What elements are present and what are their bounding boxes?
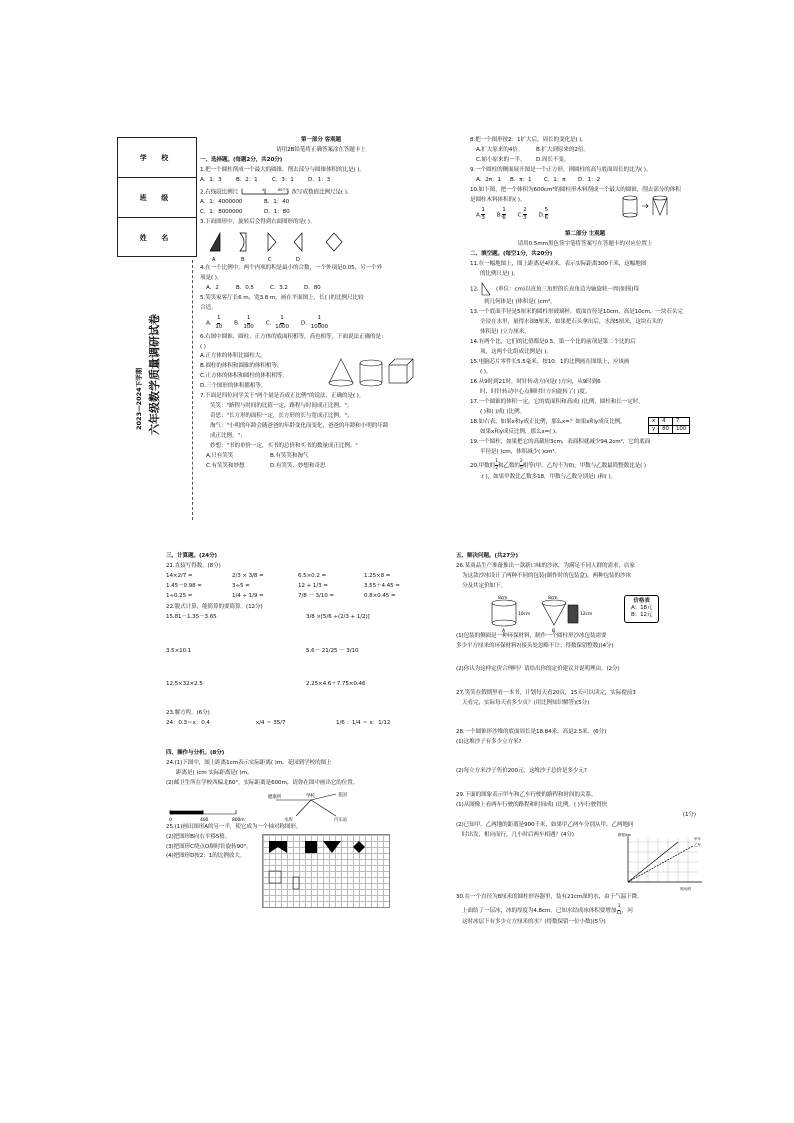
part1-right-block [470,137,700,484]
vertical-title [110,260,190,440]
q13-text-3[interactable]: 体积是( )立方厘米。 [480,329,530,336]
q2-scale-0: 0 [240,187,243,192]
q9-text: 9.一个圆柱的侧面展开图是一个正方形，则圆柱的高与底面周长的比为( )。 [470,166,652,173]
q6-option-a[interactable]: A.正方体的体积比圆柱大。 [200,353,266,360]
svg-text:800m: 800m [232,817,245,823]
q25-grid[interactable] [262,834,390,908]
q5-text: 5.笑笑家客厅长6 m，宽3.8 m，画在平面图上，长( )的比例尺比较 [200,295,364,302]
q19-text: 19.一个圆柱，如果把它的高截短3cm，表面积就减少94.2cm²，它的底面 [470,438,651,445]
price-b: B：12元 [631,612,653,619]
q15-text-2[interactable]: ( )。 [480,369,492,376]
q16-text: 16.从9时到21时，时针转动方向是( )方向，从9时到6 [470,379,601,385]
q29-graph [618,832,708,894]
q28-b-text: (2)每立方米沙子售价200元，这堆沙子总价是多少元? [456,768,587,775]
q4-options[interactable]: A．2 B．0.5 C．3.2 D．80 [206,285,321,292]
q7-line: 妙想："书的单价一定，买书的总价和买书的数量成正比例。" [210,443,358,450]
q10-text: 10.如下图，把一个体积为600cm³的圆柱形木料削成一个最大的圆锥，削去部分的体积 [470,186,681,193]
q25-area [166,824,426,904]
q9-options[interactable]: A．2π：1 B．π：1 C．1：π D．1：2 [476,176,601,183]
exam-year: 2023—2024下学期 [135,367,143,430]
q7-line: 奇思："长方形的面积一定，长方形的长与宽成正比例。"； [210,413,353,420]
q20-text: 20.甲数的 $\frac{1}{2}$ 和乙数的 $\frac{2}{5}$ 相等(甲、乙均不为0)，甲数与乙数最简整数比是( ) [470,458,646,471]
fill-heading: 二、填空题。(每空1分，共20分) [470,250,553,257]
student-info-box [117,137,197,257]
q30-text-2: 上面结了一层冰，冰的厚度为4.8cm，已知水结成冰体积要增加 $\frac{1}{11}$ ，问 [462,903,633,916]
q6-text: 6.右图中圆锥、圆柱、正方体的底面积相等，高也相等，下面说法正确的是： [200,333,387,340]
svg-text:B: B [241,257,245,264]
q26-text-3: 分及其定价如下。 [462,582,506,589]
q1-options[interactable]: A．1：3 B．2：1 C．3：1 D．1：3 [200,176,331,183]
q3-figures [200,229,442,265]
svg-text:8cm: 8cm [548,595,558,601]
svg-text:汽车站: 汽车站 [334,817,348,823]
q2-options-2[interactable]: C．1：8000000 D．1：80 [200,209,290,216]
q30-text: 30.在一个直径为8厘米的圆柱形容器里，装有21cm深的水，由于气温下降， [456,893,643,900]
q18-text-2[interactable]: 如果x和y成反比例，那么x=( )。 [480,428,561,435]
q8-text: 8.把一个图形按2：1扩大后，周长的变化是( )。 [470,137,587,143]
svg-text:水库: 水库 [284,817,293,823]
q24-map [166,790,426,824]
q29-b-text: (2)已知甲、乙两地的距离是900千米，如果甲乙两车分别从甲、乙两地同 [456,821,634,828]
q24-text: 24.(1)下图中，图上距离1cm表示实际距离( )m。花园到学校的图上 [166,759,332,766]
part1-header: 第一部分 客观题 [300,137,342,143]
part3-block [166,553,426,904]
solve-heading: 五、解决问题。(共27分) [456,553,518,559]
q23-row[interactable]: 24：0.3＝x：0.4 x/4 ＝ 35/7 1/6 ：1/4 ＝ x：1/12 [166,720,391,727]
q25-text: 25.(1)画出图形A的另一半，使它成为一个轴对称图形。 [166,823,302,830]
binding-line [192,260,193,520]
class-field[interactable]: 班 级 [118,178,196,218]
q30-text-3: 这时冰层下有多少立方厘米的水？(得数保留一位小数)(5分) [462,919,606,926]
price-title: 价格表 [633,597,650,604]
q24-text-2[interactable]: 距离是( )cm 实际距离是( )m。 [176,769,253,776]
svg-text:甲车: 甲车 [694,836,701,841]
svg-text:C: C [268,257,272,264]
q18-area [470,419,700,436]
q24-map-svg [166,790,416,824]
q12-text-2[interactable]: 到几何体是( )体积是( )cm³。 [484,299,556,306]
q6-option-c[interactable]: C.正方体的体积和圆柱的体积相等。 [200,373,288,380]
q7-text: 7.下面是四位同学关于"两个量是否成正比例"的说法，正确的是( )。 [200,393,365,400]
svg-text:路程/km: 路程/km [618,832,632,837]
svg-text:学校: 学校 [306,793,315,799]
q16-text-2[interactable]: 时，时针转动中心点顺时针方向旋转了( )度。 [480,388,591,395]
q11-text: 11.在一幅地图上，图上距离是4厘米，表示实际距离300千米，这幅地图 [470,260,647,267]
svg-text:乙车: 乙车 [694,842,701,847]
svg-text:A: A [502,628,505,633]
part2-header: 第二部分 主观题 [564,230,606,237]
price-card [624,595,659,623]
name-field[interactable]: 姓 名 [139,233,175,242]
q29-area [456,802,706,894]
q14-text-2[interactable]: 项，这两个比组成比例是( )。 [480,349,552,356]
q6-area [200,353,442,393]
q7-line: 成正比例。"； [210,433,246,440]
svg-text:0: 0 [169,817,172,823]
svg-text:D: D [296,257,300,264]
exam-title: 六年级数学质量调研试卷 [148,314,161,435]
q25-text-4: (4)把图形D按2：1的比例放大。 [166,853,246,860]
q18-text: 18.如右表，如果x和y成正比例，那么x=？如果x和y成反比例， [470,418,626,425]
svg-text:12cm: 12cm [580,611,593,617]
q2-text: 2.右线段比例尺 0 40 80千米 改写成数值比例尺是( )。 [200,187,353,196]
q2-scale-40: 40 [261,187,267,192]
q25-text-3: (3)把图形C绕点O顺时针旋转90°。 [166,843,252,850]
q27-text-2: 天看完，实际每天看多少页？(用比例知识解答)(5分) [462,699,590,706]
part2-note: 请用0.5mm黑色签字笔将答案写在答题卡的对应位置上 [517,240,653,247]
q12-text: 12. (单位：cm)以直角三角形的长直角边为轴旋转一周(如图)得 [470,281,700,297]
q26-containers [484,593,614,633]
q7-options-2[interactable]: C.有笑笑和妙想 D.有笑笑、妙想和奇思 [206,463,326,470]
q22-text: 22.脱式计算，能简算的要简算。(12分) [166,604,263,611]
q5-text-2: 合适。 [200,305,217,312]
q4-text: 4.在一个比例中，两个内项的积是最小的合数，一个外项是0.05，另一个外 [200,265,383,272]
q28-text: 28.一个圆锥形沙堆的底面周长是18.84米，高是2.5米。(6分) [456,728,607,735]
q6-text-2: ( ) [200,343,206,350]
q7-line: 笑笑："路程与时间的比值一定，路程与时间成正比例。"； [210,403,353,410]
q21-text: 21.直接写得数。(8分) [166,562,221,569]
q6-option-d[interactable]: D.三个图形的体积都相等。 [200,383,267,390]
q10-area: 是圆柱木料体积的( )。 A. $\frac{1}{3}$ B. $\frac{1}{6}$ C. $\frac{2}{3}$ D. $\frac{5}{6}$ [470,197,700,227]
q23-text: 23.解方程。(6分) [166,710,210,717]
calc-heading: 三、计算题。(24分) [166,553,217,559]
q13-text-2: 全浸在水里，量得水深8厘米，如果把石头拿出后，水深5厘米，这块石头的 [480,319,663,326]
q14-text: 14.有两个比，它们的比值都是0.5，第一个比的前项是第二个比的后 [470,339,636,346]
q26-1-text: (1)包装的侧面是一种环保材料，制作一个圆柱形沙冰包装需要 [456,632,607,639]
q17-text: 17.一个圆锥的体积一定，它的底面积和高成( )比例，圆柱和长一定时， [470,398,644,405]
q2-scale-bar [240,187,290,197]
q29-a-text[interactable]: (1)从图像上看两车行驶的路程和时间成( )比例。( )车行驶得快 [456,801,608,808]
svg-text:A: A [212,257,216,264]
q22-row[interactable]: 3.5×10.1 5.6－ 21/25 － 3/10 [166,647,359,654]
operate-heading: 四、操作与分析。(8分) [166,749,225,756]
q20-text-2[interactable]: :( )，如果甲数比乙数多18，甲数与乙数分别是( )和( )。 [480,474,617,481]
part5-block [456,553,706,929]
q26-2-text: (2)你认为这样定价合理吗？请给出你的定价建议并说明理由。(2分) [456,666,620,673]
q26-1-text-2: 多少平方厘米的环保材料?(接头处忽略不计；得数保留整数)(4分) [456,642,614,649]
part1-block [200,137,442,473]
q7-options-1[interactable]: A.只有笑笑 B.有笑笑和淘气 [206,453,309,460]
svg-text:时间/时: 时间/时 [680,886,692,891]
q1-text: 1.把一个圆柱削成一个最大的圆锥，削去部分与圆锥体积的比是( )。 [200,166,365,173]
q27-text: 27.笑笑在假期里看一本书，计划每天看20页，15天可以读完，实际提前3 [456,689,636,696]
part1-note: 请用2B铅笔将正确答案涂在答题卡上 [276,146,366,153]
svg-text:B: B [552,628,555,633]
q21-row[interactable]: 1÷0.25 = 1/4 ÷ 1/9 = 7/8 － 3/10 = 0.8×0.45 = [166,592,396,599]
q21-row[interactable]: 1.45－0.98 = 3÷5 = 12 + 1/3 = 3.55＋4.45 = [166,582,400,589]
q7-line: 淘气："小明的年龄会随爸爸的年龄变化而变化，爸爸的年龄和小明的年龄 [210,423,389,430]
q2-scale-80: 80千米 [277,187,289,192]
q22-row[interactable]: 15.81－1.35－3.65 3/8 ×[5/6 ÷(2/3 + 1/2)] [166,614,370,621]
svg-text:花园: 花园 [338,792,347,798]
q26-text-2: 为这款沙冰设计了两种不同的包装(制作时的包装盒)，两种包装的沙冰 [462,572,631,579]
q13-text: 13.一个底面半径是5厘米的圆柱形玻璃杯，底面直径是10cm，高是10cm，一块石头完 [470,309,683,316]
q6-option-b[interactable]: B.圆柱的体积和圆锥的体积相等。 [200,363,283,370]
choice-heading: 一、选择题。(每题2分，共20分) [200,156,283,163]
q22-row[interactable]: 12.5×32×2.5 2.25×4.6＋7.75×0.46 [166,680,366,687]
q29-text: 29.下面的图象表示甲车和乙车行驶的路程和时间的关系。 [456,791,597,798]
q11-text-2[interactable]: 的比例尺是( )。 [480,270,519,277]
svg-text:健康所: 健康所 [268,794,282,800]
q3-text: 3.下面图形中，旋转后会得到右面图形的是( )。 [200,219,316,226]
q17-text-2[interactable]: ( )和( )成( )比例。 [480,408,525,415]
q26-figures [456,593,706,633]
q26-text: 26.某商品生产准备推出一款新口味的沙冰，为满足不同人群的需求，店家 [456,562,635,569]
q28-a-text: (1)这堆沙子有多少立方米? [456,738,522,745]
q18-table: x 4 7 y 80 100 [648,417,690,435]
q15-text: 15.电脑芯片零件长5.5毫米，按10：1的比例画在图纸上，应该画 [470,359,630,366]
q10-figure [620,193,670,219]
svg-text:10cm: 10cm [518,611,531,617]
q21-row[interactable]: 14×2/7 = 2/3 × 3/8 = 6.5×0.2 = 1.25×8 = [166,572,391,579]
price-a: A：18元 [631,605,653,612]
school-field[interactable]: 学 校 [118,138,196,178]
q19-text-2[interactable]: 半径是( )cm，体积减少( )cm³。 [480,448,560,455]
svg-text:8cm: 8cm [498,595,508,601]
q29-a-points: (1分) [682,811,696,818]
q8-options-1[interactable]: A.扩大原来的4倍。 B.扩大到原来的2倍。 [476,146,589,153]
q2-options-1[interactable]: A．1：4000000 B．1：40 [200,199,290,206]
q5-options[interactable]: A． $\frac{1}{10}$ B． $\frac{1}{100}$ C． $\frac{1}{1000}$ D． $\frac{1}{10000}$ [206,315,328,330]
q25-text-2: (2)把图形B向右平移5格。 [166,833,231,840]
q8-options-2[interactable]: C.缩小原来的一半。 D.周长不变。 [476,156,570,163]
q29-b-text-2: 时出发，相向而行，几小时后两车相遇？(4分) [462,831,575,838]
q12-triangle-icon [480,281,494,297]
svg-text:400: 400 [200,817,209,823]
q6-solids [325,355,415,389]
q24-text-3: (2)邮卫生所在学校西偏北60°，实际距离是600m，请你在图中画出它的位置。 [166,779,359,786]
q4-text-2: 项是( )。 [200,275,223,282]
q10-options[interactable]: A. $\frac{1}{3}$ B. $\frac{1}{6}$ C. $\frac{2}{3}$ D. $\frac{5}{6}$ [476,206,548,222]
